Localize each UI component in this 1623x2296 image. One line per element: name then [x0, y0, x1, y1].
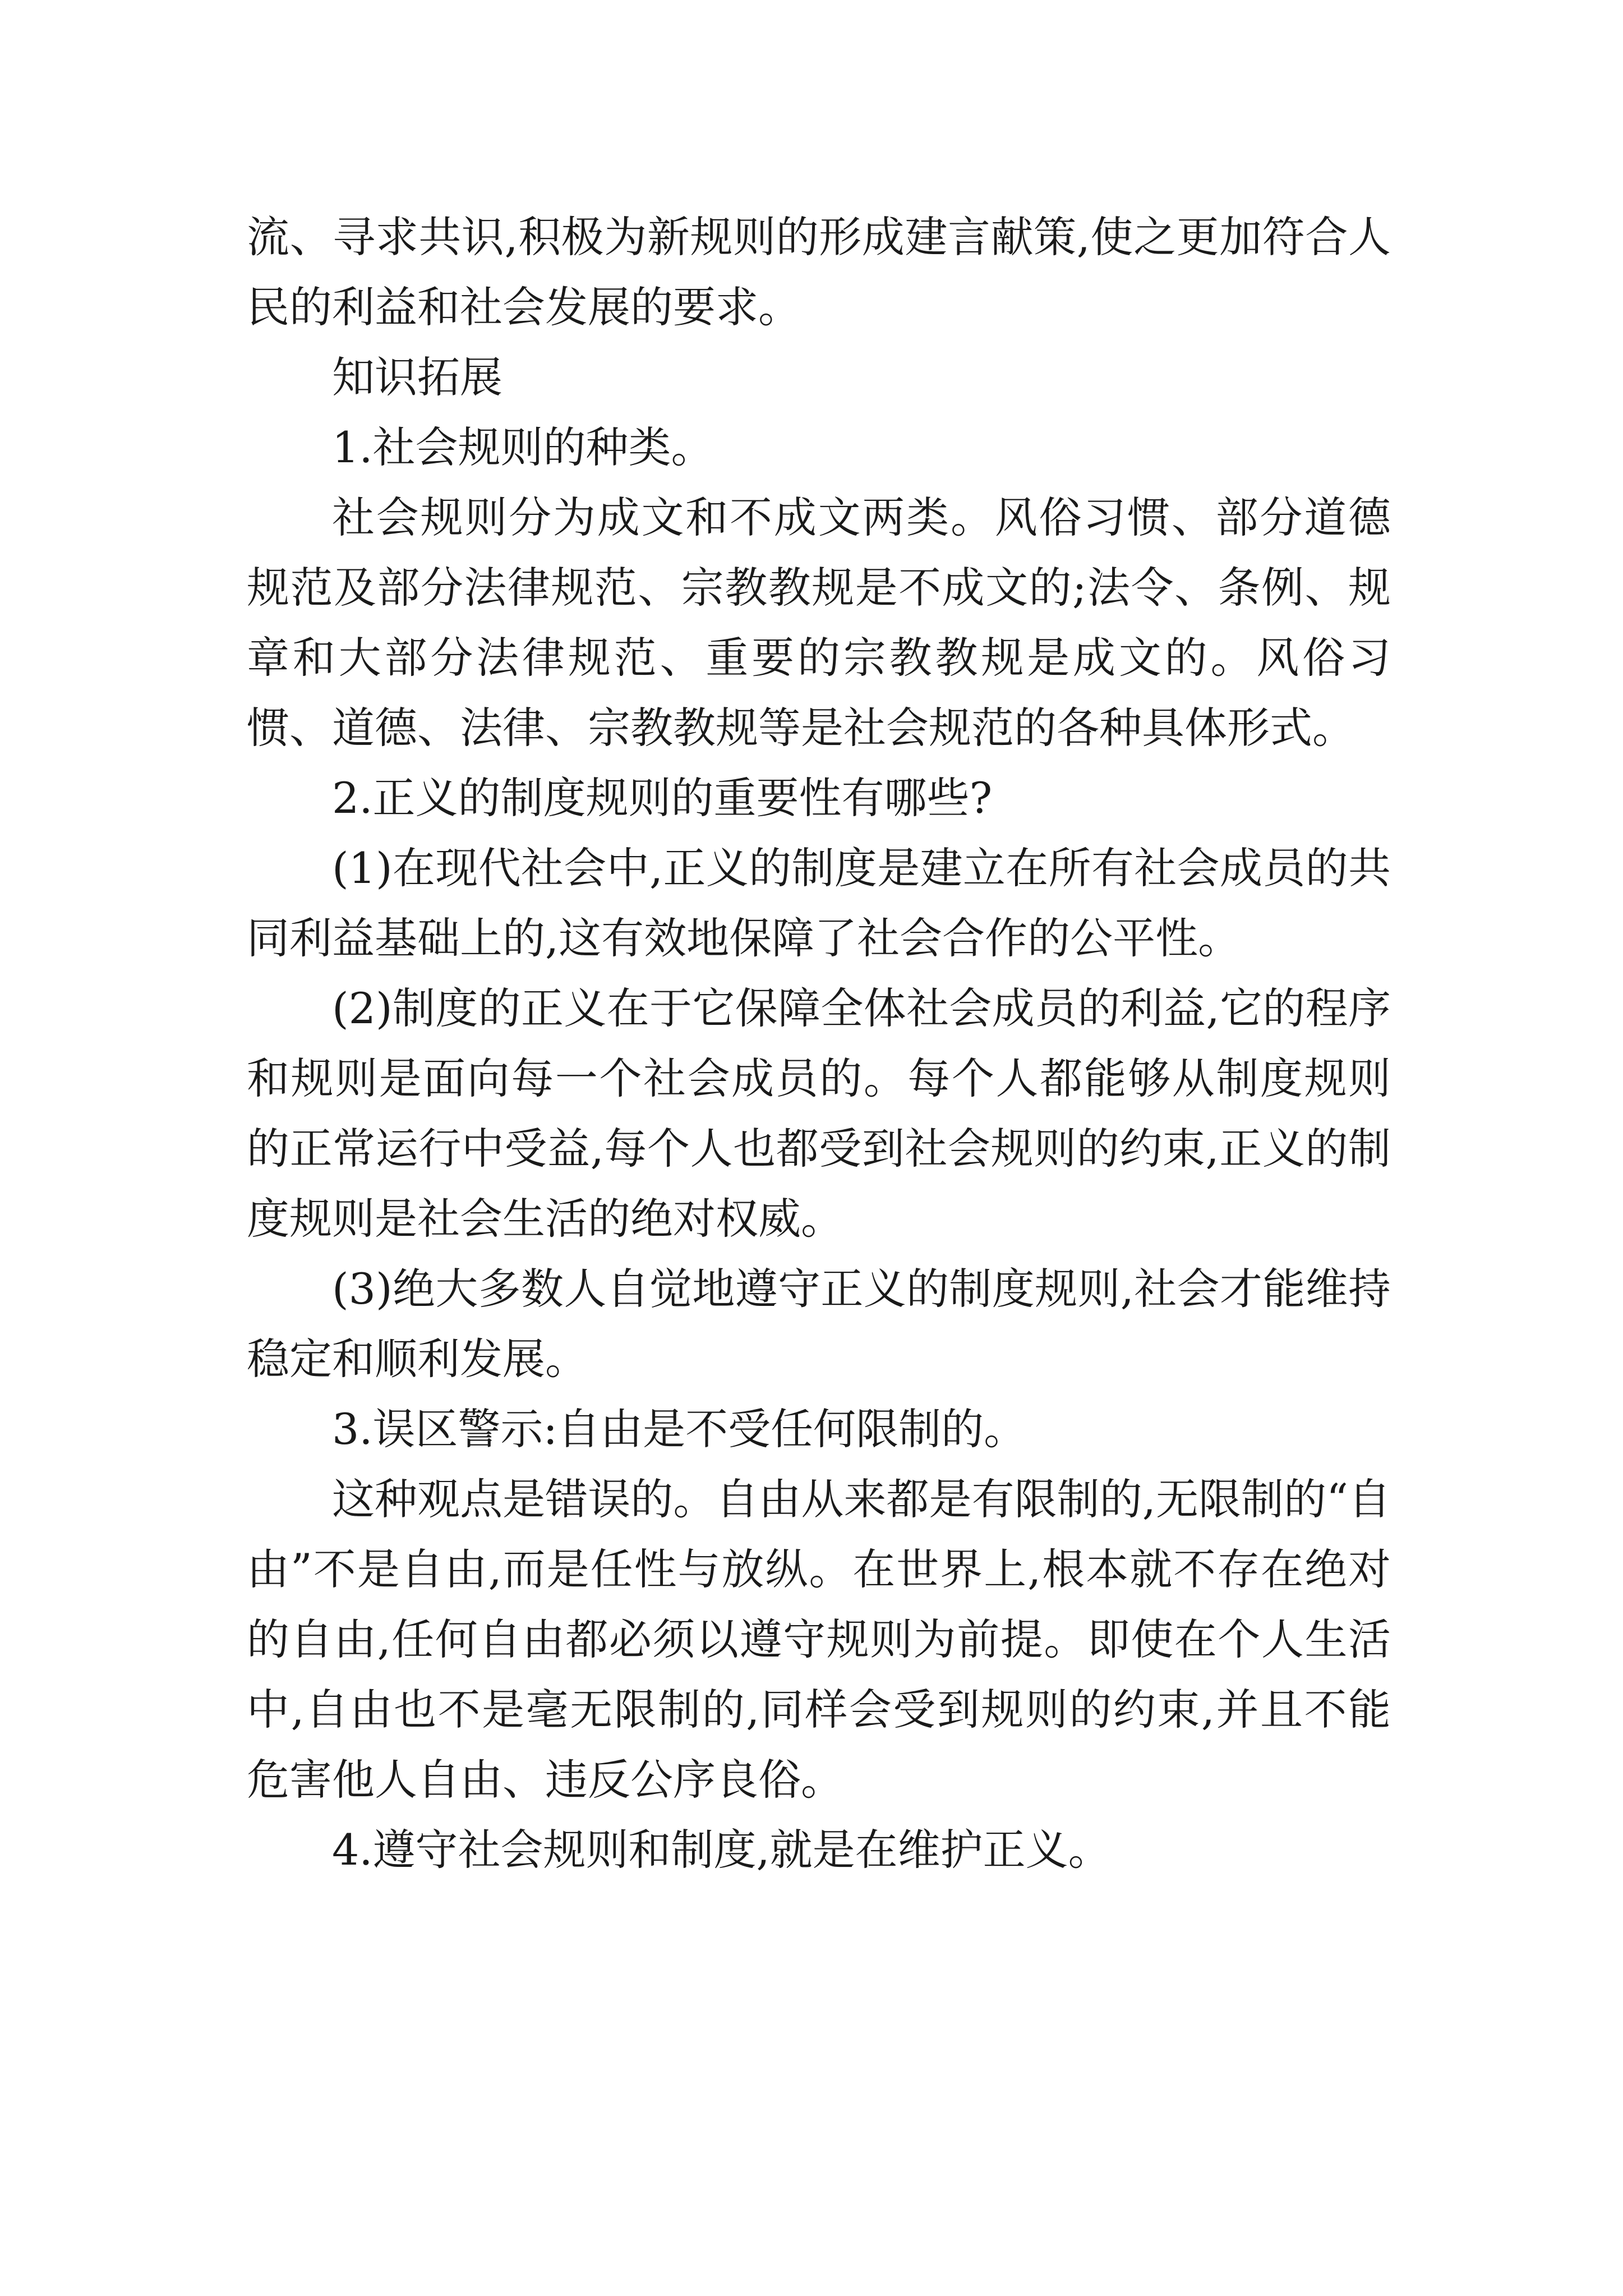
paragraph-rule-types: 社会规则分为成文和不成文两类。风俗习惯、部分道德规范及部分法律规范、宗教教规是不成文的;法令、条例、规章和大部分法律规范、重要的宗教教规是成文的。风俗习惯、道德、法律、宗教教规等是社会规范的各种具体形式。	[247, 493, 1391, 753]
paragraph-point-3: (3)绝大多数人自觉地遵守正义的制度规则,社会才能维持稳定和顺利发展。	[247, 1264, 1391, 1384]
paragraph-point-2: (2)制度的正义在于它保障全体社会成员的利益,它的程序和规则是面向每一个社会成员的。每个人都能够从制度规则的正常运行中受益,每个人也都受到社会规则的约束,正义的制度规则是社会生活的绝对权威。	[247, 983, 1391, 1244]
section-heading-knowledge-extension: 知识拓展	[332, 352, 502, 402]
item-heading-3: 3.误区警示:自由是不受任何限制的。	[332, 1404, 1027, 1454]
paragraph-freedom: 这种观点是错误的。自由从来都是有限制的,无限制的“自由”不是自由,而是任性与放纵。在世界上,根本就不存在绝对的自由,任何自由都必须以遵守规则为前提。即使在个人生活中,自由也不是毫无限制的,同样会受到规则的约束,并且不能危害他人自由、违反公序良俗。	[247, 1474, 1391, 1805]
item-heading-4: 4.遵守社会规则和制度,就是在维护正义。	[332, 1825, 1111, 1875]
item-heading-2: 2.正义的制度规则的重要性有哪些?	[332, 773, 993, 823]
paragraph-point-1: (1)在现代社会中,正义的制度是建立在所有社会成员的共同利益基础上的,这有效地保障了社会合作的公平性。	[247, 843, 1391, 963]
item-heading-1: 1.社会规则的种类。	[332, 422, 714, 472]
paragraph-continuation: 流、寻求共识,积极为新规则的形成建言献策,使之更加符合人民的利益和社会发展的要求。	[247, 212, 1391, 332]
document-body	[247, 202, 1391, 1885]
